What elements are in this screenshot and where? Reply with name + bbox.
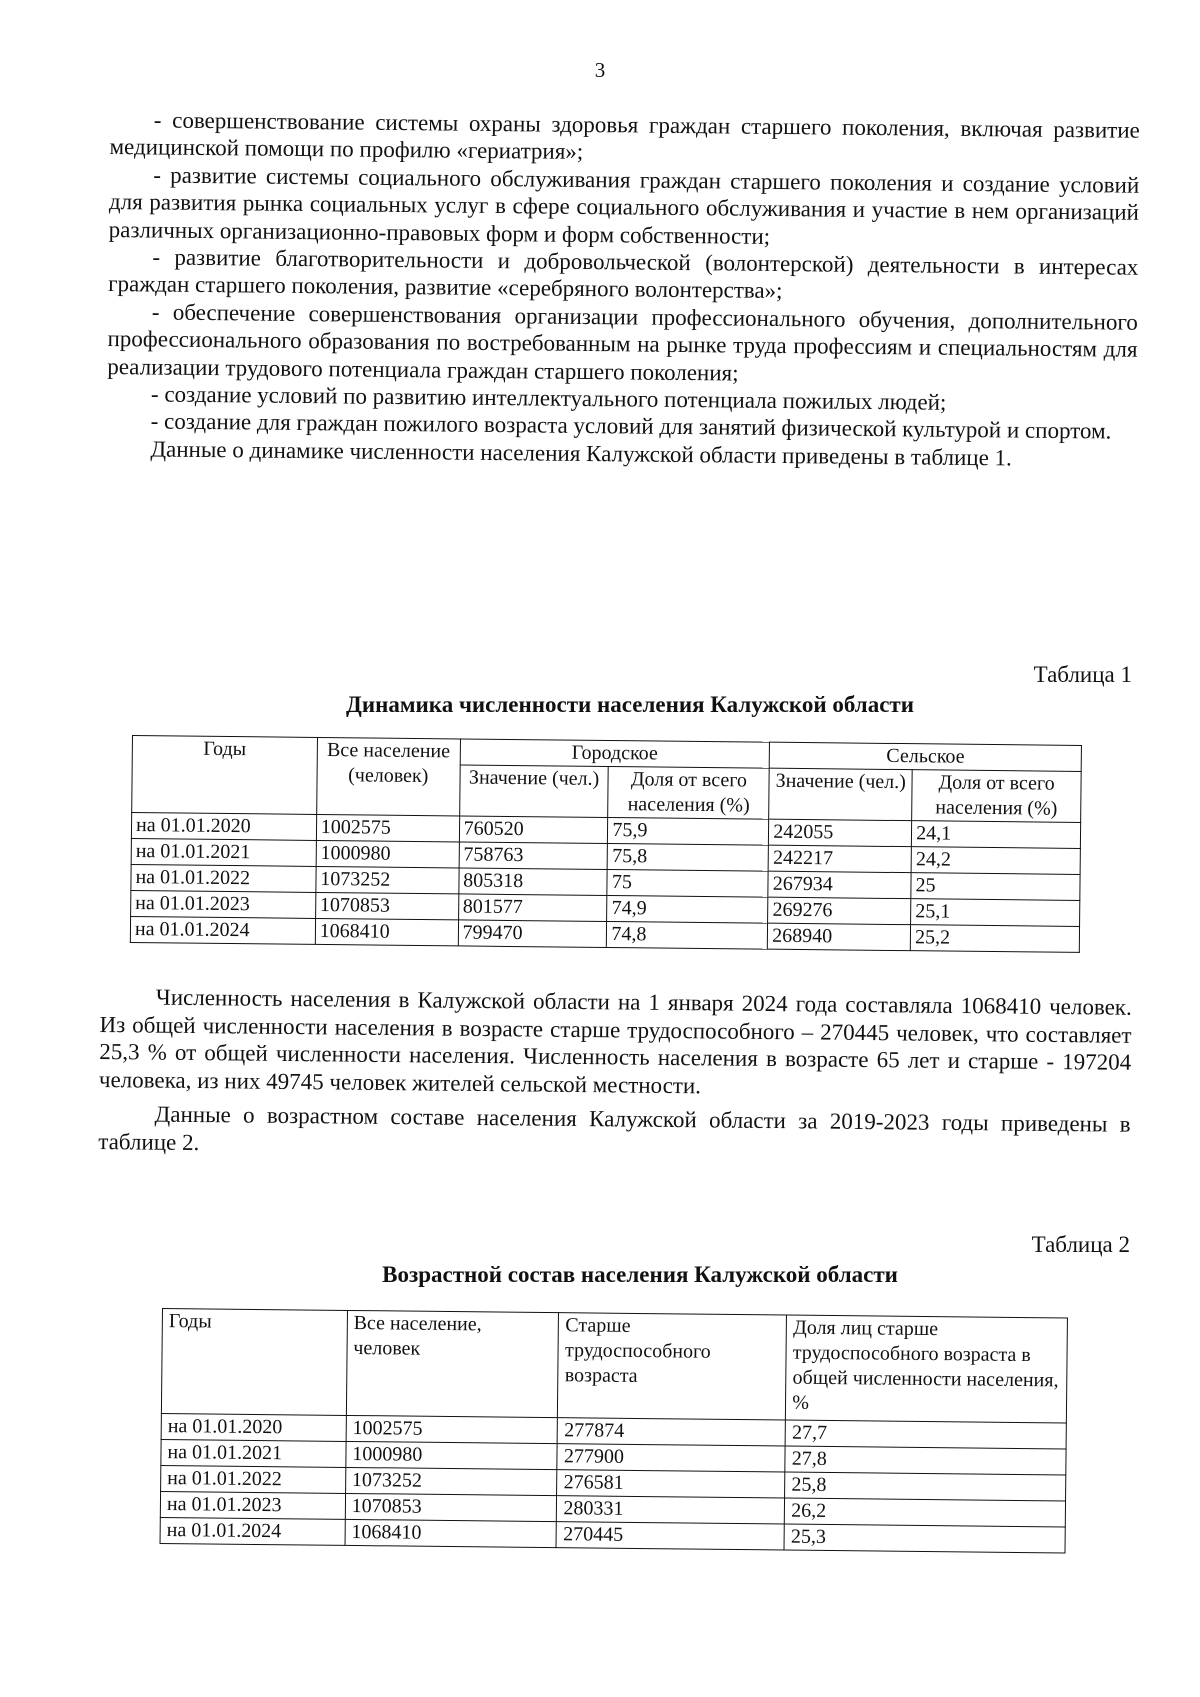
table1-cell-rural-value: 268940 bbox=[768, 923, 911, 950]
table1-cell-rural-value: 267934 bbox=[768, 871, 911, 898]
table2-cell-older: 277874 bbox=[558, 1418, 786, 1446]
table1-header-urban: Городское bbox=[460, 739, 770, 768]
table1-header-total: Все население (человек) bbox=[316, 737, 460, 815]
table1-cell-rural-share: 24,1 bbox=[912, 821, 1081, 849]
table2-cell-year: на 01.01.2022 bbox=[161, 1465, 346, 1493]
table1-cell-urban-value: 799470 bbox=[458, 920, 607, 948]
intro-paragraph: Данные о динамике численности населения Калужской области приведены в таблице 1. bbox=[150, 436, 1013, 471]
table1-cell-urban-share: 74,9 bbox=[607, 895, 768, 923]
intro-paragraph: - развитие системы социального обслуживания граждан старшего поколения и создание условий для развития рынка социальных услуг в сфере социального обслуживания и участие в нем организаций различных организационно-правовых форм и форм собственности; bbox=[108, 162, 1140, 249]
table1-cell-rural-share: 25 bbox=[911, 873, 1080, 901]
table2-cell-share: 26,2 bbox=[785, 1498, 1066, 1527]
table2-cell-total: 1002575 bbox=[346, 1415, 558, 1443]
table1-cell-urban-value: 760520 bbox=[459, 816, 608, 844]
table1-header-urban-share: Доля от всего населения (%) bbox=[608, 766, 769, 819]
table1-cell-rural-value: 269276 bbox=[768, 897, 911, 924]
table1-cell-rural-value: 242055 bbox=[769, 819, 912, 846]
middle-paragraph: Данные о возрастном составе населения Калужской области за 2019-2023 годы приведены в таблице 2. bbox=[98, 1101, 1131, 1156]
table1-cell-year: на 01.01.2024 bbox=[130, 916, 315, 944]
page-number: 3 bbox=[594, 58, 606, 82]
table2-cell-share: 25,8 bbox=[785, 1472, 1066, 1501]
table2-cell-total: 1000980 bbox=[346, 1441, 558, 1469]
table1-cell-urban-share: 75,8 bbox=[608, 843, 769, 871]
table2-cell-older: 276581 bbox=[557, 1470, 785, 1498]
table1-title: Динамика численности населения Калужской области bbox=[346, 692, 914, 717]
table1-header-rural: Сельское bbox=[769, 742, 1081, 771]
table2-cell-older: 270445 bbox=[556, 1522, 784, 1550]
table2-cell-year: на 01.01.2023 bbox=[160, 1491, 345, 1519]
table2-cell-older: 277900 bbox=[557, 1444, 785, 1472]
table1 bbox=[130, 735, 1082, 953]
table1-cell-urban-value: 758763 bbox=[459, 842, 608, 870]
table2-cell-total: 1068410 bbox=[345, 1519, 557, 1547]
table2-header-share: Доля лиц старше трудоспособного возраста в общей численности населения, % bbox=[786, 1315, 1068, 1423]
table2-cell-total: 1070853 bbox=[345, 1493, 557, 1521]
table1-cell-urban-share: 75,9 bbox=[608, 817, 769, 845]
table1-cell-rural-share: 25,2 bbox=[910, 925, 1079, 953]
table2-header-total: Все население, человек bbox=[346, 1310, 559, 1417]
table1-header-years: Годы bbox=[132, 736, 318, 815]
table1-label: Таблица 1 bbox=[1033, 662, 1132, 687]
table2-cell-older: 280331 bbox=[557, 1496, 785, 1524]
table1-cell-urban-value: 805318 bbox=[458, 868, 607, 896]
table2 bbox=[160, 1308, 1068, 1553]
table1-cell-total: 1000980 bbox=[316, 840, 459, 867]
table1-cell-year: на 01.01.2021 bbox=[131, 838, 316, 866]
table2-header-years: Годы bbox=[161, 1309, 347, 1416]
table1-cell-rural-share: 25,1 bbox=[911, 899, 1080, 927]
intro-paragraph: - обеспечение совершенствования организации профессионального обучения, дополнительного профессионального образования по востребованным на рынке труда профессиям и специальностям для реализации трудового потенциала граждан старшего поколения; bbox=[107, 299, 1138, 386]
table1-cell-year: на 01.01.2023 bbox=[131, 890, 316, 918]
middle-text bbox=[98, 983, 1132, 1173]
table1-cell-urban-share: 75 bbox=[607, 869, 768, 897]
table1-header-urban-value: Значение (чел.) bbox=[459, 765, 608, 818]
intro-paragraph: - развитие благотворительности и добровольческой (волонтерской) деятельности в интересах граждан старшего поколения, развитие «серебряного волонтерства»; bbox=[108, 244, 1139, 304]
table2-cell-share: 27,7 bbox=[785, 1420, 1066, 1449]
intro-paragraph: - совершенствование системы охраны здоровья граждан старшего поколения, включая развитие медицинской помощи по профилю «гериатрия»; bbox=[109, 107, 1140, 165]
intro-text bbox=[106, 106, 1140, 473]
table1-cell-urban-share: 74,8 bbox=[607, 921, 768, 949]
table1-cell-total: 1073252 bbox=[316, 866, 459, 893]
table1-cell-urban-value: 801577 bbox=[458, 894, 607, 922]
table1-cell-year: на 01.01.2022 bbox=[131, 864, 316, 892]
table2-cell-year: на 01.01.2020 bbox=[161, 1413, 346, 1441]
table2-cell-total: 1073252 bbox=[345, 1467, 557, 1495]
table1-cell-year: на 01.01.2020 bbox=[131, 813, 316, 841]
table2-header-older: Старше трудоспособного возраста bbox=[558, 1313, 787, 1420]
table2-title: Возрастной состав населения Калужской области bbox=[382, 1262, 898, 1287]
table2-cell-share: 27,8 bbox=[785, 1446, 1066, 1475]
table1-cell-total: 1068410 bbox=[315, 918, 458, 945]
table1-cell-total: 1070853 bbox=[315, 892, 458, 919]
table1-header-rural-value: Значение (чел.) bbox=[769, 768, 912, 820]
intro-paragraph: - создание для граждан пожилого возраста условий для занятий физической культурой и спортом. bbox=[150, 408, 1112, 444]
table2-cell-year: на 01.01.2021 bbox=[161, 1439, 346, 1467]
intro-paragraph: - создание условий по развитию интеллектуального потенциала пожилых людей; bbox=[150, 381, 947, 415]
middle-paragraph: Численность населения в Калужской области на 1 января 2024 года составляла 1068410 человек. Из общей численности населения в возрасте старше трудоспособного – 270445 человек, что составляет 25,3 % от общей численности населения. Численность населения в возрасте 65 лет и старше - 197204 человека, из них 49745 человек жителей сельской местности. bbox=[98, 984, 1132, 1099]
table2-cell-year: на 01.01.2024 bbox=[160, 1517, 345, 1545]
table1-cell-total: 1002575 bbox=[316, 814, 459, 841]
table1-cell-rural-value: 242217 bbox=[768, 845, 911, 872]
table2-label: Таблица 2 bbox=[1031, 1232, 1130, 1257]
table1-header-rural-share: Доля от всего населения (%) bbox=[912, 770, 1081, 823]
table1-cell-rural-share: 24,2 bbox=[911, 847, 1080, 875]
table2-cell-share: 25,3 bbox=[784, 1524, 1065, 1553]
